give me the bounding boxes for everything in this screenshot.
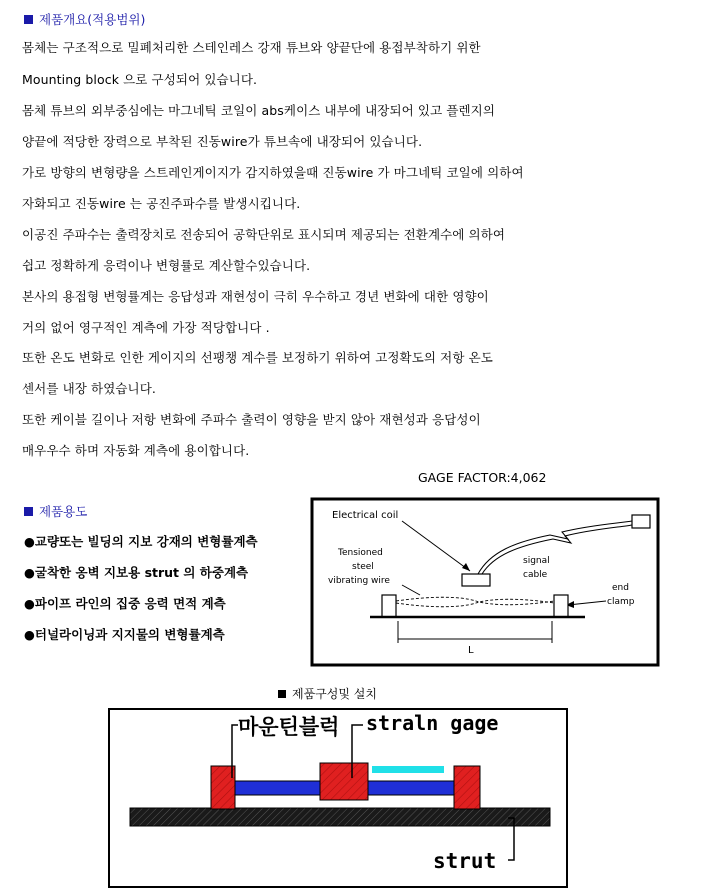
installation-caption (278, 685, 377, 702)
vibrating-wire-schematic (310, 497, 660, 667)
usage-item-2: ●굴착한 옹벽 지보용 strut 의 하중계측 (24, 565, 249, 580)
overview-line: 또한 온도 변화로 인한 게이지의 선팽챙 계수를 보정하기 위하여 고정확도의 저항 온도 (22, 350, 493, 365)
label-signal: signal (523, 556, 550, 566)
left-end-block (382, 595, 396, 617)
strut-beam (130, 808, 550, 826)
usage-item-3: ●파이프 라인의 집중 응력 면적 계측 (24, 596, 226, 611)
overview-line: 센서를 내장 하였습니다. (22, 381, 156, 396)
overview-line: 매우우수 하며 자동화 계측에 용이합니다. (22, 443, 250, 458)
label-strut: strut (433, 849, 497, 873)
usage-header (24, 502, 87, 520)
overview-line: 몸체 튜브의 외부중심에는 마그네틱 코일이 abs케이스 내부에 내장되어 있고 플렌지의 (22, 103, 496, 118)
gage-factor: GAGE FACTOR:4,062 (418, 470, 547, 485)
installation-caption-text: 제품구성및 설치 (292, 687, 377, 701)
gage-cable (372, 766, 444, 773)
overview-line: 쉽고 정확하게 응력이나 변형률로 계산할수있습니다. (22, 258, 311, 273)
overview-line: 이공진 주파수는 출력장치로 전송되어 공학단위로 표시되며 제공되는 전환계수에 의하여 (22, 227, 506, 242)
label-clamp: clamp (607, 597, 635, 607)
label-mounting-block: 마운틴블럭 (238, 715, 340, 739)
overview-line: 가로 방향의 변형량을 스트레인게이지가 감지하였을때 진동wire 가 마그네틱 코일에 의하여 (22, 165, 524, 180)
label-steel: steel (352, 562, 374, 572)
cable-connector (632, 515, 650, 528)
installation-diagram (108, 708, 568, 888)
header-square-icon (24, 15, 33, 24)
mounting-block-right (454, 766, 480, 809)
overview-line: Mounting block 으로 구성되어 있습니다. (22, 72, 258, 87)
overview-header (24, 10, 145, 28)
label-tensioned: Tensioned (338, 548, 383, 558)
right-end-block (554, 595, 568, 617)
label-end: end (612, 583, 629, 593)
usage-item-4: ●터널라이닝과 지지물의 변형률계측 (24, 627, 225, 642)
label-cable: cable (523, 570, 548, 580)
label-strain-gage: straln gage (366, 711, 499, 735)
overview-header-text: 제품개요(적용범위) (39, 12, 146, 27)
overview-line: 몸체는 구조적으로 밀폐처리한 스테인레스 강재 튜브와 양끝단에 용접부착하기 위한 (22, 40, 481, 55)
label-electrical-coil: Electrical coil (332, 510, 399, 521)
overview-line: 거의 없어 영구적인 계측에 가장 적당합니다 . (22, 320, 270, 335)
label-vibrating-wire: vibrating wire (328, 576, 390, 586)
caption-square-icon (278, 690, 286, 698)
usage-header-text: 제품용도 (39, 504, 88, 519)
overview-line: 양끝에 적당한 장력으로 부착된 진동wire가 튜브속에 내장되어 있습니다. (22, 134, 423, 149)
label-length: L (468, 645, 474, 656)
overview-line: 또한 케이블 길이나 저항 변화에 주파수 출력이 영향을 받지 않아 재현성과 응답성이 (22, 412, 481, 427)
overview-line: 자화되고 진동wire 는 공진주파수를 발생시킵니다. (22, 196, 301, 211)
overview-line: 본사의 용접형 변형률계는 응답성과 재현성이 극히 우수하고 경년 변화에 대한 영향이 (22, 289, 489, 304)
coil-box (462, 574, 490, 586)
header-square-icon (24, 507, 33, 516)
strain-gage-body (320, 763, 368, 800)
usage-item-1: ●교량또는 빌딩의 지보 강재의 변형률계측 (24, 534, 258, 549)
